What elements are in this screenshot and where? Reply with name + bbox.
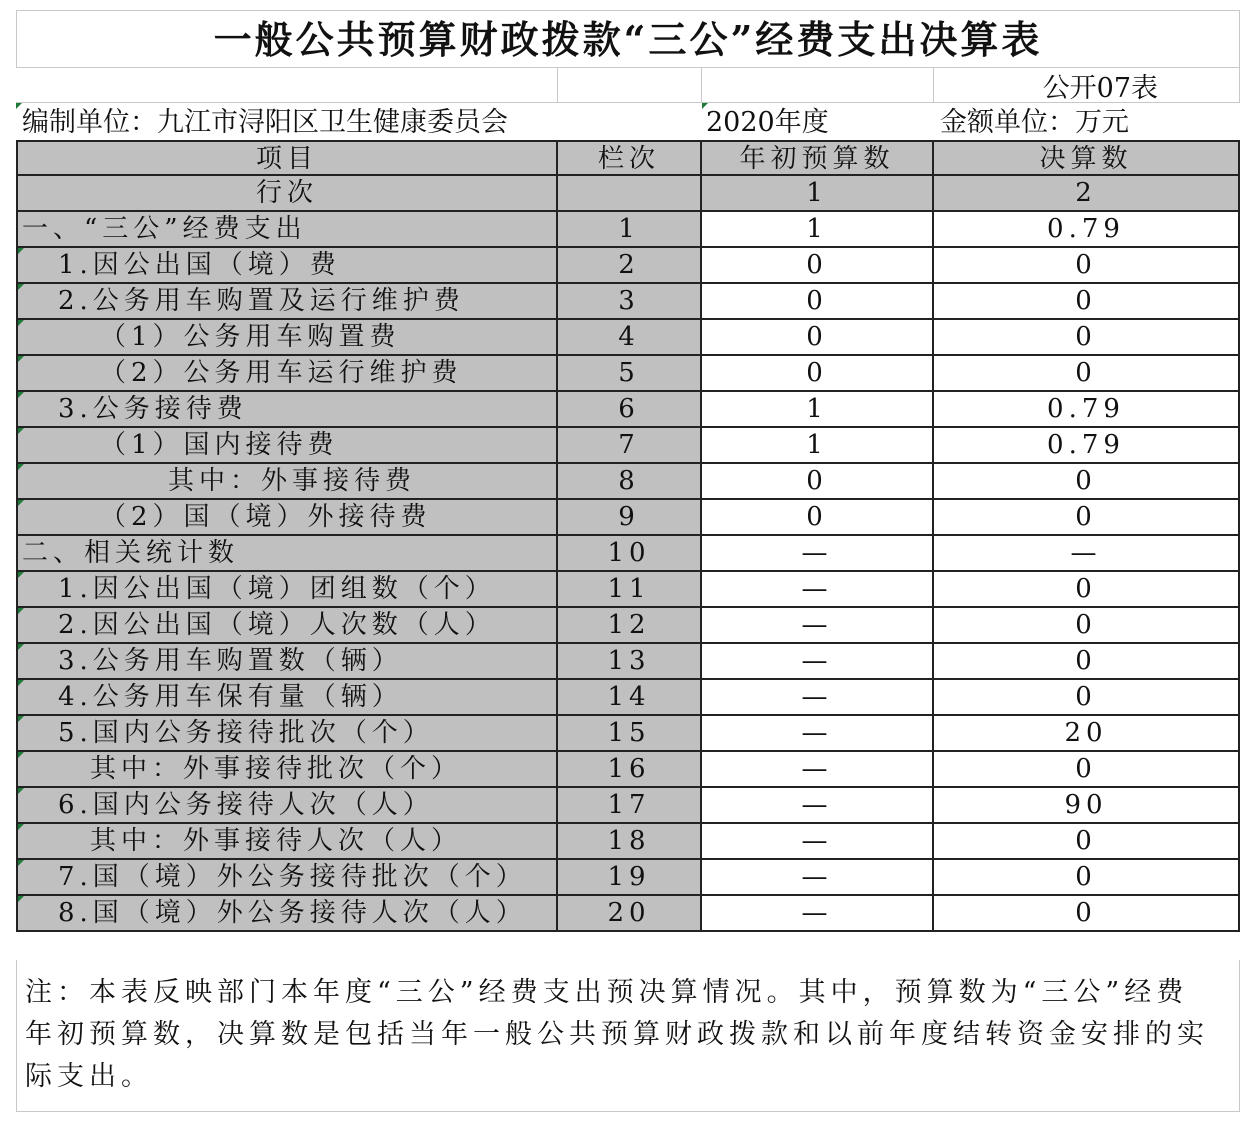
row-final: — [934,536,1240,572]
table-row [16,212,1240,248]
line-number-row [16,176,1240,212]
table-row [16,464,1240,500]
table-row [16,500,1240,536]
line-blank [558,176,702,212]
row-budget: 0 [702,500,934,536]
row-column-no: 18 [558,824,702,860]
row-budget: — [702,896,934,932]
row-column-no: 1 [558,212,702,248]
row-budget: 0 [702,464,934,500]
row-budget: — [702,572,934,608]
row-item: （1）公务用车购置费 [16,320,558,356]
row-item: 7.国（境）外公务接待批次（个） [16,860,558,896]
table-row [16,428,1240,464]
row-item: 4.公务用车保有量（辆） [16,680,558,716]
blank-cell [558,68,702,103]
row-final: 0 [934,320,1240,356]
header-column-no: 栏次 [558,142,702,176]
line-final-col: 2 [934,176,1240,212]
row-item: 二、相关统计数 [16,536,558,572]
row-budget: 1 [702,428,934,464]
row-column-no: 7 [558,428,702,464]
footnote: 注：本表反映部门本年度“三公”经费支出预决算情况。其中，预算数为“三公”经费年初预算数，决算数是包括当年一般公共预算财政拨款和以前年度结转资金安排的实际支出。 [16,960,1240,1112]
row-final: 0.79 [934,428,1240,464]
row-column-no: 8 [558,464,702,500]
row-budget: — [702,680,934,716]
row-item: 1.因公出国（境）团组数（个） [16,572,558,608]
table-row [16,752,1240,788]
row-budget: — [702,716,934,752]
row-budget: 0 [702,284,934,320]
row-budget: 0 [702,320,934,356]
row-final: 0 [934,248,1240,284]
row-item: （2）国（境）外接待费 [16,500,558,536]
row-item: 1.因公出国（境）费 [16,248,558,284]
table-row [16,644,1240,680]
table-row [16,824,1240,860]
row-final: 0.79 [934,392,1240,428]
compiler-label: 编制单位：九江市浔阳区卫生健康委员会 [16,103,702,140]
row-final: 0 [934,608,1240,644]
row-item: 2.公务用车购置及运行维护费 [16,284,558,320]
row-column-no: 6 [558,392,702,428]
blank-cell [16,68,558,103]
table-row [16,248,1240,284]
row-budget: — [702,860,934,896]
table-row [16,356,1240,392]
row-item: 2.因公出国（境）人次数（人） [16,608,558,644]
row-budget: 1 [702,392,934,428]
row-final: 0 [934,356,1240,392]
row-item: 其中：外事接待费 [16,464,558,500]
blank-cell [702,68,934,103]
row-column-no: 11 [558,572,702,608]
line-budget-col: 1 [702,176,934,212]
row-item: 一、“三公”经费支出 [16,212,558,248]
row-column-no: 14 [558,680,702,716]
unit-label: 金额单位：万元 [940,107,1129,138]
row-final: 0 [934,500,1240,536]
row-final: 0 [934,752,1240,788]
row-item: 6.国内公务接待人次（人） [16,788,558,824]
row-budget: 1 [702,212,934,248]
row-budget: — [702,788,934,824]
table-row [16,572,1240,608]
row-column-no: 5 [558,356,702,392]
table-row [16,896,1240,932]
table-row [16,392,1240,428]
row-final: 0 [934,284,1240,320]
table-row [16,788,1240,824]
row-column-no: 17 [558,788,702,824]
table-row [16,716,1240,752]
table-row [16,320,1240,356]
row-item: 其中：外事接待人次（人） [16,824,558,860]
row-final: 90 [934,788,1240,824]
row-final: 0 [934,824,1240,860]
page-title: 一般公共预算财政拨款“三公”经费支出决算表 [16,10,1240,68]
table-row [16,536,1240,572]
row-final: 0.79 [934,212,1240,248]
header-row [16,140,1240,176]
row-column-no: 12 [558,608,702,644]
row-column-no: 2 [558,248,702,284]
table-row [16,860,1240,896]
row-budget: — [702,608,934,644]
row-final: 0 [934,464,1240,500]
row-column-no: 16 [558,752,702,788]
row-final: 0 [934,644,1240,680]
row-final: 0 [934,680,1240,716]
row-item: 3.公务用车购置数（辆） [16,644,558,680]
table-row [16,284,1240,320]
row-column-no: 4 [558,320,702,356]
year-label: 2020年度 [702,103,934,140]
row-budget: 0 [702,356,934,392]
row-item: 8.国（境）外公务接待人次（人） [16,896,558,932]
row-column-no: 10 [558,536,702,572]
row-column-no: 15 [558,716,702,752]
row-column-no: 13 [558,644,702,680]
row-column-no: 9 [558,500,702,536]
row-budget: — [702,824,934,860]
line-label: 行次 [16,176,558,212]
row-item: 其中：外事接待批次（个） [16,752,558,788]
header-item: 项目 [16,142,558,176]
header-final: 决算数 [934,142,1240,176]
table-code: 公开07表 [1042,73,1158,104]
table-row [16,680,1240,716]
row-item: 3.公务接待费 [16,392,558,428]
row-column-no: 3 [558,284,702,320]
row-column-no: 19 [558,860,702,896]
row-budget: — [702,644,934,680]
row-final: 0 [934,860,1240,896]
meta-row [16,103,1240,140]
row-budget: — [702,752,934,788]
row-final: 0 [934,896,1240,932]
row-final: 20 [934,716,1240,752]
row-column-no: 20 [558,896,702,932]
row-item: （1）国内接待费 [16,428,558,464]
header-budget: 年初预算数 [702,142,934,176]
row-budget: — [702,536,934,572]
row-final: 0 [934,572,1240,608]
table-row [16,608,1240,644]
row-item: （2）公务用车运行维护费 [16,356,558,392]
row-budget: 0 [702,248,934,284]
row-item: 5.国内公务接待批次（个） [16,716,558,752]
